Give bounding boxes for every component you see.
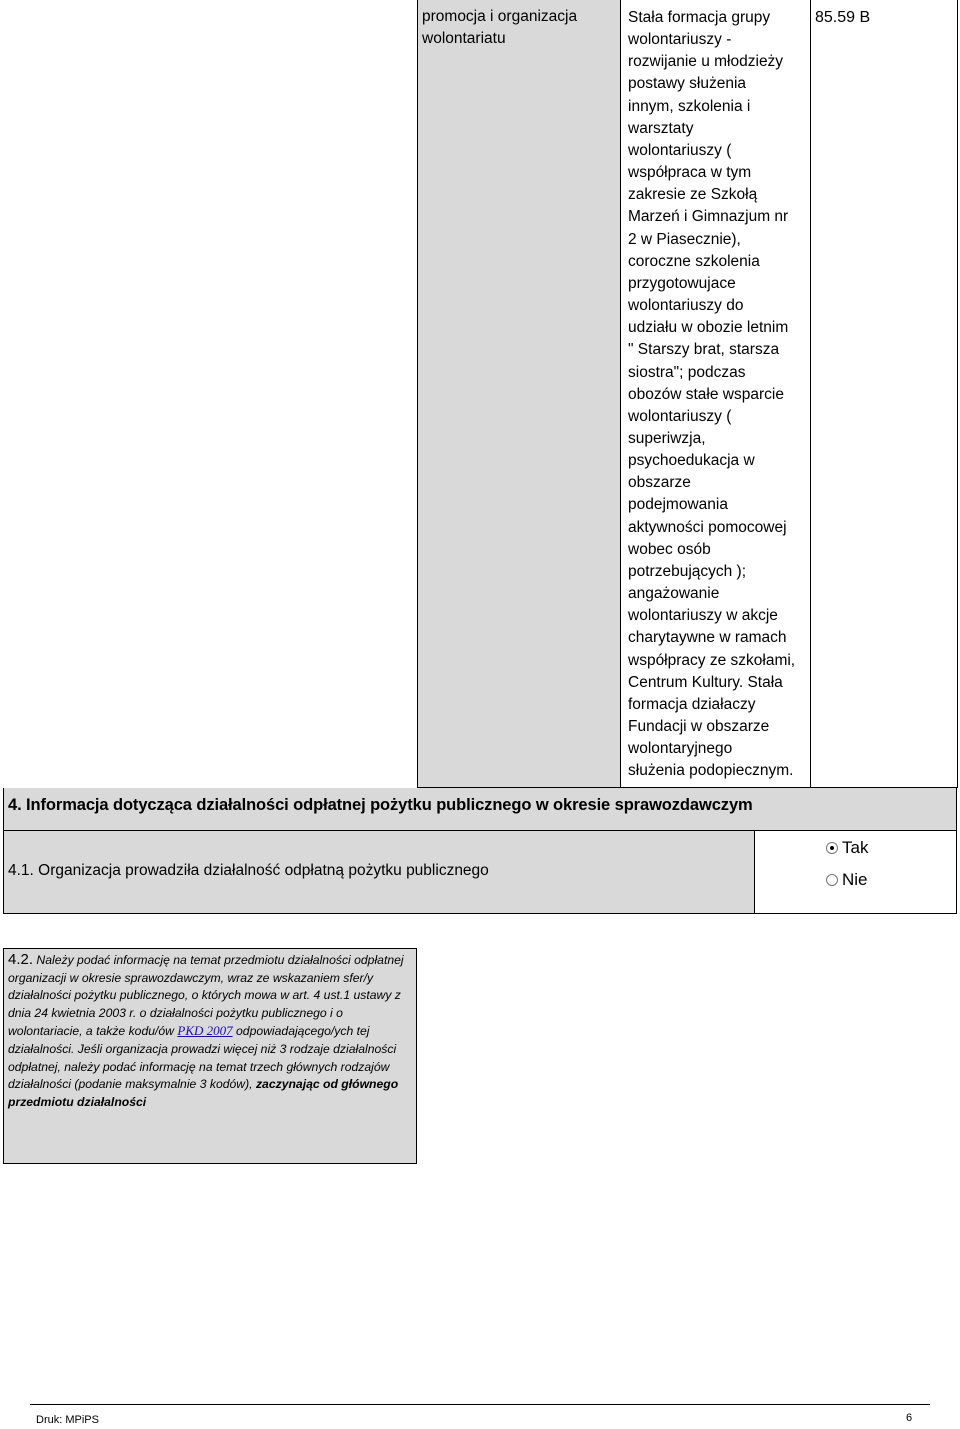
footer-print-label: Druk: MPiPS	[36, 1414, 99, 1426]
radio-option-tak[interactable]	[826, 838, 868, 858]
area-cell	[417, 0, 620, 788]
radio-unchecked-icon[interactable]	[826, 874, 838, 886]
radio-option-nie[interactable]	[826, 870, 868, 890]
question-4-2-part2: odpowiadającego/ych tej działalności. Jeśli organizacja prowadzi więcej niż 3 rodzaje działalności odpłatnej, należy podać informację na temat trzech głównych rodzajów działalności (podanie maksymalnie 3 kodów),	[8, 1024, 397, 1092]
radio-label-nie: Nie	[842, 870, 868, 889]
question-4-2-part3: zaczynając od głównego przedmiotu działalności	[8, 1077, 399, 1109]
radio-label-tak: Tak	[842, 838, 869, 857]
question-4-1-label: 4.1. Organizacja prowadziła działalność odpłatną pożytku publicznego	[8, 862, 489, 879]
question-4-2-part1: Należy podać informację na temat przedmiotu działalności odpłatnej organizacji w okresie sprawozdawczym, wraz ze wskazaniem sfer/y działalności pożytku publicznego, o których mowa w art. 4 ust.1 ustawy z dnia 24 kwietnia 2003 r. o działalności pożytku publicznego i o wolontariacie, a także kodu/ów	[8, 953, 404, 1039]
section-4-title: 4. Informacja dotycząca działalności odpłatnej pożytku publicznego w okresie sprawozdawczym	[8, 796, 753, 814]
pkd-2007-link[interactable]: PKD 2007	[177, 1023, 233, 1039]
question-4-2-text	[8, 951, 413, 1111]
area-of-activity-text: promocja i organizacja wolontariatu	[422, 8, 578, 47]
page-number: 6	[906, 1412, 913, 1424]
activity-description-text: Stała formacja grupy wolontariuszy - rozwijanie u młodzieży postawy służenia innym, szkolenia i warsztaty wolontariuszy ( współpraca w tym zakresie ze Szkołą Marzeń i Gimnazjum nr 2 w Piasecznie), coroczne szkolenia przygotowujace wolontariuszy do udziału w obozie letnim " Starszy brat, starsza siostra"; podczas obozów stałe wsparcie wolontariuszy ( superiwzja, psychoedukacja w obszarze podejmowania aktywności pomocowej wobec osób potrzebujących ); angażowanie wolontariuszy w akcje charytaywne w ramach współpracy ze szkołami, Centrum Kultury. Stała formacja działaczy Fundacji w obszarze wolontaryjnego służenia podopiecznym.	[628, 9, 796, 780]
question-4-2-number: 4.2.	[8, 951, 34, 968]
cost-cell	[810, 0, 958, 788]
cost-value: 85.59 B	[815, 9, 871, 26]
footer-divider	[30, 1404, 930, 1405]
radio-checked-icon[interactable]	[826, 842, 838, 854]
